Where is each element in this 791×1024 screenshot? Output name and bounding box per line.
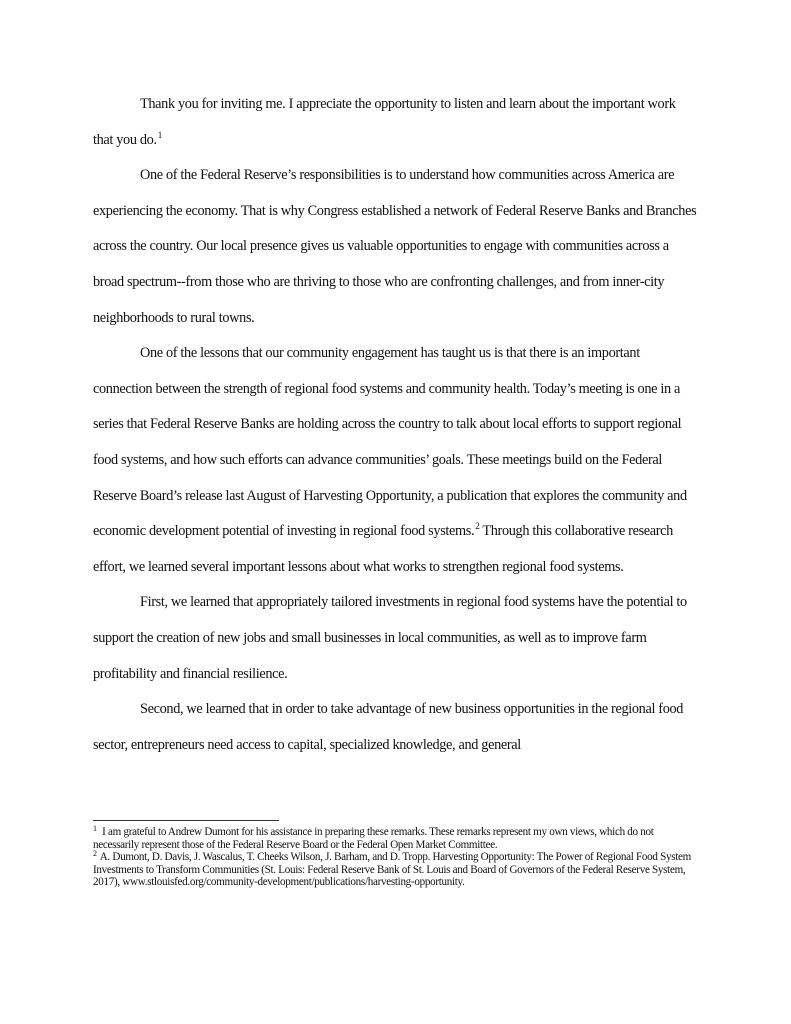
footnote-ref-2[interactable]: 2 [475, 521, 480, 532]
paragraph-5-text: Second, we learned that in order to take advantage of new business opportunities in the regional food sector, entrepreneurs need access to capital, specialized knowledge, and general [93, 701, 684, 753]
paragraph-5 [93, 692, 697, 763]
paragraph-4 [93, 585, 697, 692]
footnote-1 [93, 826, 693, 851]
paragraph-3-text: One of the lessons that our community engagement has taught us is that there is an important connection between the strength of regional food systems and community health. Today’s meeting is one in a series that Federal Reserve Banks are holding across the country to talk about local efforts to support regional food systems, and how such efforts can advance communities’ goals. These meetings build on the Federal Reserve Board’s release last August of Harvesting Opportunity, a publication that explores the community and economic development potential of investing in regional food systems. [93, 345, 687, 540]
footnote-ref-1[interactable]: 1 [157, 129, 162, 140]
footnote-2-marker: 2 [93, 849, 97, 859]
body-text [93, 87, 697, 763]
paragraph-3-after-ref: Through this collaborative research effort, we learned several important lessons about what works to strengthen regional food systems. [93, 523, 673, 575]
footnote-1-marker: 1 [93, 824, 97, 833]
paragraph-1-text: Thank you for inviting me. I appreciate the opportunity to listen and learn about the important work that you do. [93, 96, 676, 148]
footnote-separator [93, 820, 279, 821]
paragraph-2 [93, 158, 697, 336]
footnotes [93, 826, 693, 889]
footnote-2 [93, 851, 693, 889]
footnote-1-text: I am grateful to Andrew Dumont for his assistance in preparing these remarks. These remarks represent my own views, which do not necessarily represent those of the Federal Reserve Board or the Federal Open Market Committee. [93, 826, 654, 851]
paragraph-3 [93, 336, 697, 585]
paragraph-4-text: First, we learned that appropriately tailored investments in regional food systems have the potential to support the creation of new jobs and small businesses in local communities, as well as to improve farm profitability and financial resilience. [93, 594, 687, 682]
paragraph-1 [93, 87, 697, 158]
footnote-2-text: A. Dumont, D. Davis, J. Wascalus, T. Cheeks Wilson, J. Barham, and D. Tropp. Harvesting Opportunity: The Power of Regional Food System Investments to Transform Communities (St. Louis: Federal Reserve Bank of St. Louis and Board of Governors of the Federal Reserve System, 2017), www.stlouisfed.org/community-development/publications/harvesting-opportunity. [93, 851, 691, 889]
paragraph-2-text: One of the Federal Reserve’s responsibilities is to understand how communities across America are experiencing the economy. That is why Congress established a network of Federal Reserve Banks and Branches across the country. Our local presence gives us valuable opportunities to engage with communities across a broad spectrum--from those who are thriving to those who are confronting challenges, and from inner-city neighborhoods to rural towns. [93, 167, 697, 326]
